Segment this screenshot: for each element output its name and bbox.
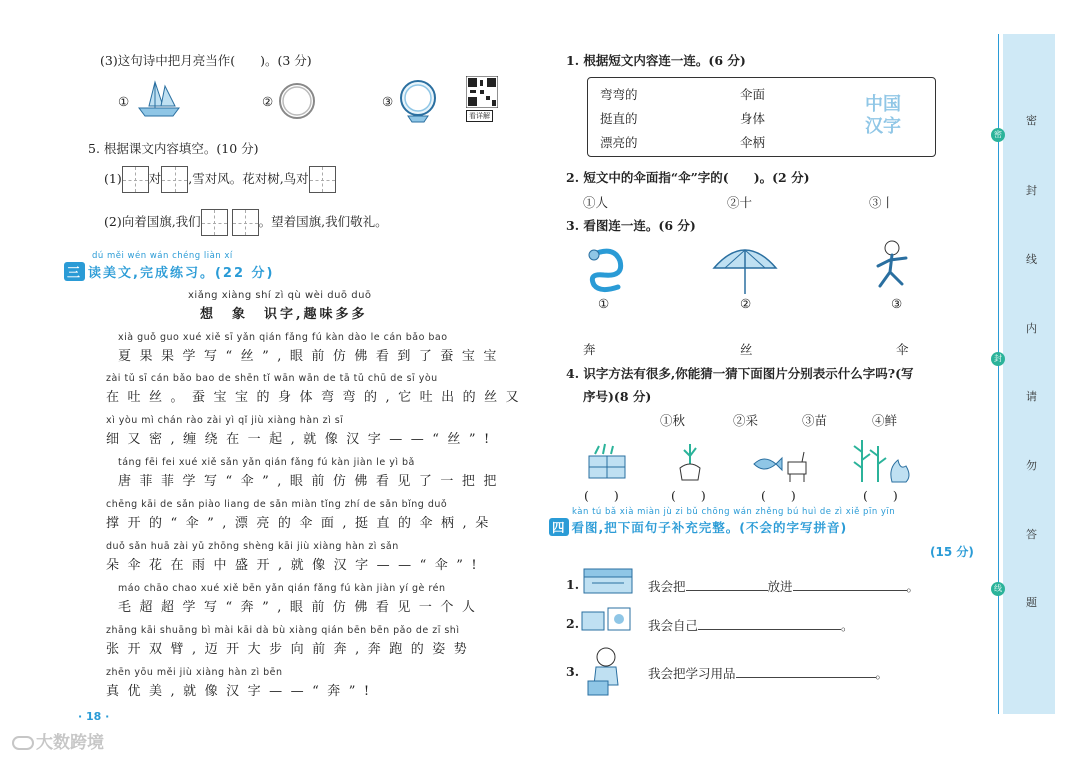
- umbrella-icon: [710, 238, 780, 298]
- poem-line-text: 夏果果学写“丝”,眼前仿佛看到了蚕宝宝: [118, 349, 505, 364]
- q5-line1-mid: ,雪对风。花对树,鸟对: [188, 171, 309, 186]
- poem-line-pinyin: duǒ sǎn huā zài yǔ zhōng shèng kāi jiù xiàng hàn zì sǎn: [106, 541, 399, 552]
- poem-line-pinyin: zài tǔ sī cán bǎo bao de shēn tǐ wān wān de tā tǔ chū de sī yòu: [106, 373, 438, 384]
- s3-blank[interactable]: [736, 666, 876, 678]
- side-label-8: 题: [1026, 596, 1037, 609]
- side-dot-3: 线: [991, 582, 1005, 596]
- side-dot-1: 密: [991, 128, 1005, 142]
- poem-line-pinyin: zhāng kāi shuāng bì mài kāi dà bù xiàng qián bēn bēn pǎo de zī shì: [106, 625, 460, 636]
- q5-line2-suffix: 。望着国旗,我们敬礼。: [258, 214, 388, 229]
- qr-code-icon[interactable]: [466, 76, 498, 108]
- ring-icon: [276, 80, 318, 122]
- s2-part-a: 我会自己: [648, 618, 699, 633]
- q3-img-num-1: ①: [598, 296, 610, 311]
- r-q4-title: 4. 识字方法有很多,你能猜一猜下面图片分别表示什么字吗?(写: [566, 366, 914, 381]
- poem-line-text: 真优美,就像汉字——“奔”!: [106, 684, 378, 699]
- poem-line-text: 毛超超学写“奔”,眼前仿佛看见一个人: [118, 600, 484, 615]
- q5-line2-prefix: (2)向着国旗,我们: [104, 214, 201, 229]
- q2-opt-1[interactable]: ①人: [583, 195, 609, 210]
- girl-with-bag-icon: [582, 645, 630, 697]
- q3-text: (3)这句诗中把月亮当作( )。(3 分): [100, 53, 312, 68]
- q1-left-1[interactable]: 弯弯的: [600, 87, 638, 102]
- r-q3-title: 3. 看图连一连。(6 分): [566, 218, 696, 233]
- binding-strip: [1003, 34, 1055, 714]
- watermark: [12, 728, 104, 753]
- poem-line-text: 唐菲菲学写“伞”,眼前仿佛看见了一把把: [118, 474, 505, 489]
- desk-items-icon: [580, 604, 634, 636]
- s3-part-a: 我会把学习用品: [648, 666, 736, 681]
- poem-title: 想 象 识字,趣味多多: [200, 307, 368, 322]
- q3-char-2[interactable]: 丝: [740, 342, 753, 357]
- poem-line-pinyin: máo chāo chao xué xiě bēn yǎn qián fǎng fú kàn jiàn yí gè rén: [118, 583, 446, 594]
- s3-end: 。: [875, 666, 889, 681]
- s3-sentence: [648, 664, 888, 682]
- qr-label: 看详解: [466, 110, 493, 122]
- watermark-logo-icon: [12, 736, 34, 750]
- sec4-title: 看图,把下面句子补充完整。(不会的字写拼音): [571, 520, 848, 535]
- q3-option-2: ②: [262, 94, 274, 109]
- q4-blank-3[interactable]: ( ): [761, 488, 796, 503]
- q5-line1-dui: 对: [148, 171, 162, 186]
- side-label-4: 内: [1026, 322, 1037, 335]
- q5-line1: [104, 166, 336, 193]
- s1-blank-1[interactable]: [686, 579, 768, 591]
- char-box[interactable]: [232, 209, 259, 236]
- fish-goat-icon: [752, 444, 812, 484]
- sec3-header: [64, 262, 274, 281]
- poem-title-pinyin: xiǎng xiàng shí zì qù wèi duō duō: [188, 290, 372, 301]
- q3-img-num-3: ③: [891, 296, 903, 311]
- poem-line-text: 朵伞花在雨中盛开,就像汉字——“伞”!: [106, 558, 486, 573]
- q3-char-3[interactable]: 伞: [896, 342, 909, 357]
- pencil-case-icon: [582, 563, 634, 599]
- poem-line-pinyin: xì yòu mì chán rào zài yì qǐ jiù xiàng hàn zì sī: [106, 415, 344, 426]
- s1-end: 。: [906, 579, 920, 594]
- r-q4-title2: 序号)(8 分): [583, 389, 652, 404]
- crop-fire-icon: [848, 432, 914, 486]
- sec3-pinyin: dú měi wén wán chéng liàn xí: [92, 251, 233, 261]
- side-dot-2: 封: [991, 352, 1005, 366]
- field-icon: [585, 442, 629, 482]
- q4-blank-4[interactable]: ( ): [863, 488, 898, 503]
- hand-picking-icon: [672, 440, 708, 484]
- q2-opt-2[interactable]: ②十: [727, 195, 753, 210]
- q1-match-box: [587, 77, 936, 157]
- q5-line2: [104, 209, 388, 236]
- s2-end: 。: [841, 618, 854, 633]
- q4-blank-1[interactable]: ( ): [584, 488, 619, 503]
- running-boy-icon: [870, 238, 916, 294]
- char-box[interactable]: [122, 166, 149, 193]
- s2-sentence: [648, 616, 854, 634]
- silkworm-icon: [584, 245, 628, 295]
- chinese-characters-stamp: [850, 84, 916, 150]
- q1-right-2[interactable]: 身体: [740, 111, 766, 126]
- r-q2-title: 2. 短文中的伞面指“伞”字的( )。(2 分): [566, 170, 810, 185]
- q3-option-3: ③: [382, 94, 394, 109]
- q4-opt-2: ②采: [733, 413, 759, 428]
- side-label-3: 线: [1026, 253, 1037, 266]
- sec4-badge: 四: [549, 518, 569, 536]
- q1-left-2[interactable]: 挺直的: [600, 111, 638, 126]
- q4-opt-1: ①秋: [660, 413, 686, 428]
- q4-opt-4: ④鲜: [872, 413, 898, 428]
- s1-blank-2[interactable]: [793, 579, 907, 591]
- watermark-text: 大数跨境: [36, 733, 104, 753]
- poem-line-text: 撑开的“伞”,漂亮的伞面,挺直的伞柄,朵: [106, 516, 497, 531]
- side-label-5: 请: [1026, 390, 1037, 403]
- sec3-badge: 三: [64, 262, 85, 281]
- poem-line-text: 细又密,缠绕在一起,就像汉字——“丝”!: [106, 432, 498, 447]
- side-label-7: 答: [1026, 528, 1037, 541]
- char-box[interactable]: [201, 209, 228, 236]
- side-label-1: 密: [1026, 114, 1037, 127]
- poem-line-pinyin: xià guǒ guo xué xiě sī yǎn qián fǎng fú kàn dào le cán bǎo bao: [118, 332, 448, 343]
- sec3-title: 读美文,完成练习。(22 分): [88, 266, 275, 281]
- q4-blank-2[interactable]: ( ): [671, 488, 706, 503]
- s1-part-a: 我会把: [648, 579, 686, 594]
- boat-icon: [135, 78, 183, 120]
- s1-part-b: 放进: [767, 579, 793, 594]
- q2-opt-3[interactable]: ③丨: [869, 195, 895, 210]
- side-label-6: 勿: [1026, 459, 1037, 472]
- s1-number: 1.: [566, 577, 580, 592]
- poem-line-pinyin: chēng kāi de sǎn piào liang de sǎn miàn tǐng zhí de sǎn bǐng duǒ: [106, 499, 448, 510]
- stamp-line2: 汉字: [865, 116, 901, 137]
- s1-sentence: [648, 577, 919, 595]
- q5-line1-prefix: (1): [104, 171, 122, 186]
- char-box[interactable]: [161, 166, 188, 193]
- poem-line-pinyin: táng fēi fei xué xiě sǎn yǎn qián fǎng fú kàn jiàn le yì bǎ: [118, 457, 415, 468]
- page-number: · 18 ·: [78, 710, 110, 723]
- q1-right-1[interactable]: 伞面: [740, 87, 766, 102]
- s2-blank[interactable]: [698, 618, 841, 630]
- side-label-2: 封: [1026, 184, 1037, 197]
- q3-char-1[interactable]: 奔: [583, 342, 596, 357]
- char-box[interactable]: [309, 166, 336, 193]
- poem-line-pinyin: zhēn yōu měi jiù xiàng hàn zì bēn: [106, 667, 283, 678]
- s3-number: 3.: [566, 664, 580, 679]
- q1-right-3[interactable]: 伞柄: [740, 135, 766, 150]
- poem-line-text: 张开双臂,迈开大步向前奔,奔跑的姿势: [106, 642, 476, 657]
- mirror-icon: [396, 78, 440, 124]
- sec4-score: (15 分): [930, 545, 974, 559]
- q3-img-num-2: ②: [740, 296, 752, 311]
- r-q1-title: 1. 根据短文内容连一连。(6 分): [566, 53, 746, 68]
- q4-opt-3: ③苗: [802, 413, 828, 428]
- q1-left-3[interactable]: 漂亮的: [600, 135, 638, 150]
- sec4-pinyin: kàn tú bǎ xià miàn jù zi bǔ chōng wán zhěng bú huì de zì xiě pīn yīn: [572, 507, 896, 517]
- q3-option-1: ①: [118, 94, 130, 109]
- poem-line-text: 在吐丝。蚕宝宝的身体弯弯的,它吐出的丝又: [106, 390, 528, 405]
- sec4-header: [549, 518, 847, 536]
- q5-title: 5. 根据课文内容填空。(10 分): [88, 141, 259, 156]
- s2-number: 2.: [566, 616, 580, 631]
- stamp-line1: 中国: [865, 94, 901, 115]
